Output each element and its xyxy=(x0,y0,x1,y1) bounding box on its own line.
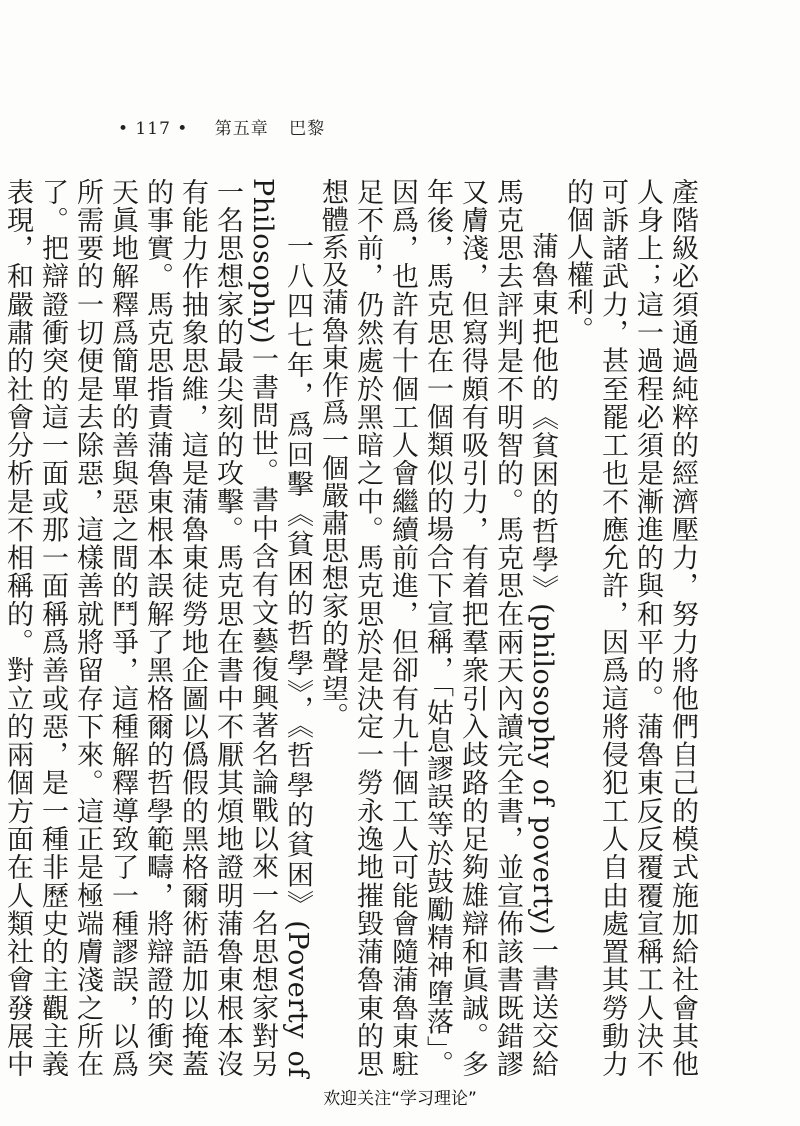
chapter-label: 第五章 xyxy=(214,119,269,139)
page-number: • 117 • xyxy=(118,119,189,139)
paragraph-proudhon-book: 蒲魯東把他的《貧困的哲學》(philosophy of poverty)一書送交給馬克思去評判是不明智的。馬克思在兩天內讀完全書，並宣佈該書既錯謬又膚淺，但寫得頗有吸引力，有着把羣衆引入歧路的足夠雄辯和眞誠。多年後，馬克思在一個類似的場合下宣稱，「姑息謬誤等於鼓勵精神墮落」。因爲，也許有十個工人會繼續前進，但卻有九十個工人可能會隨蒲魯東駐足不前，仍然處於黑暗之中。馬克思於是決定一勞永逸地摧毀蒲魯東的思想體系及蒲魯東作爲一個嚴肅思想家的聲望。 xyxy=(317,178,558,1078)
paragraph-continuation: 產階級必須通過純粹的經濟壓力，努力將他們自己的模式施加給社會其他人身上；這一過程必須是漸進的與和平的。蒲魯東反反覆覆宣稱工人決不可訴諸武力，甚至罷工也不應允許，因爲這將侵犯工人自由處置其勞動力的個人權利。 xyxy=(562,178,698,1078)
paragraph-poverty-of-philosophy: 一八四七年，爲回擊《貧困的哲學》，《哲學的貧困》(Poverty of Philosophy)一書問世。書中含有文藝復興著名論戰以來一名思想家對另一名思想家的最尖刻的攻擊。馬克思在書中不厭其煩地證明蒲魯東根本沒有能力作抽象思維，這是蒲魯東徒勞地企圖以僞假的黑格爾術語加以掩蓋的事實。馬克思指責蒲魯東根本誤解了黑格爾的哲學範疇，將辯證的衝突天眞地解釋爲簡單的善與惡之間的鬥爭，這種解釋導致了一種謬誤，以爲所需要的一切便是去除惡，這樣善就將留存下來。這正是極端膚淺之所在了。把辯證衝突的這一面或那一面稱爲善或惡，是一種非歷史的主觀主義表現，和嚴肅的社會分析是不相稱的。對立的兩個方面在人類社會發展中 xyxy=(2,178,313,1078)
vertical-body-text xyxy=(2,178,700,1078)
chapter-title: 巴黎 xyxy=(289,119,326,139)
footer-watermark: 欢迎关注“学习理论” xyxy=(323,1089,477,1109)
page-header xyxy=(118,114,325,139)
